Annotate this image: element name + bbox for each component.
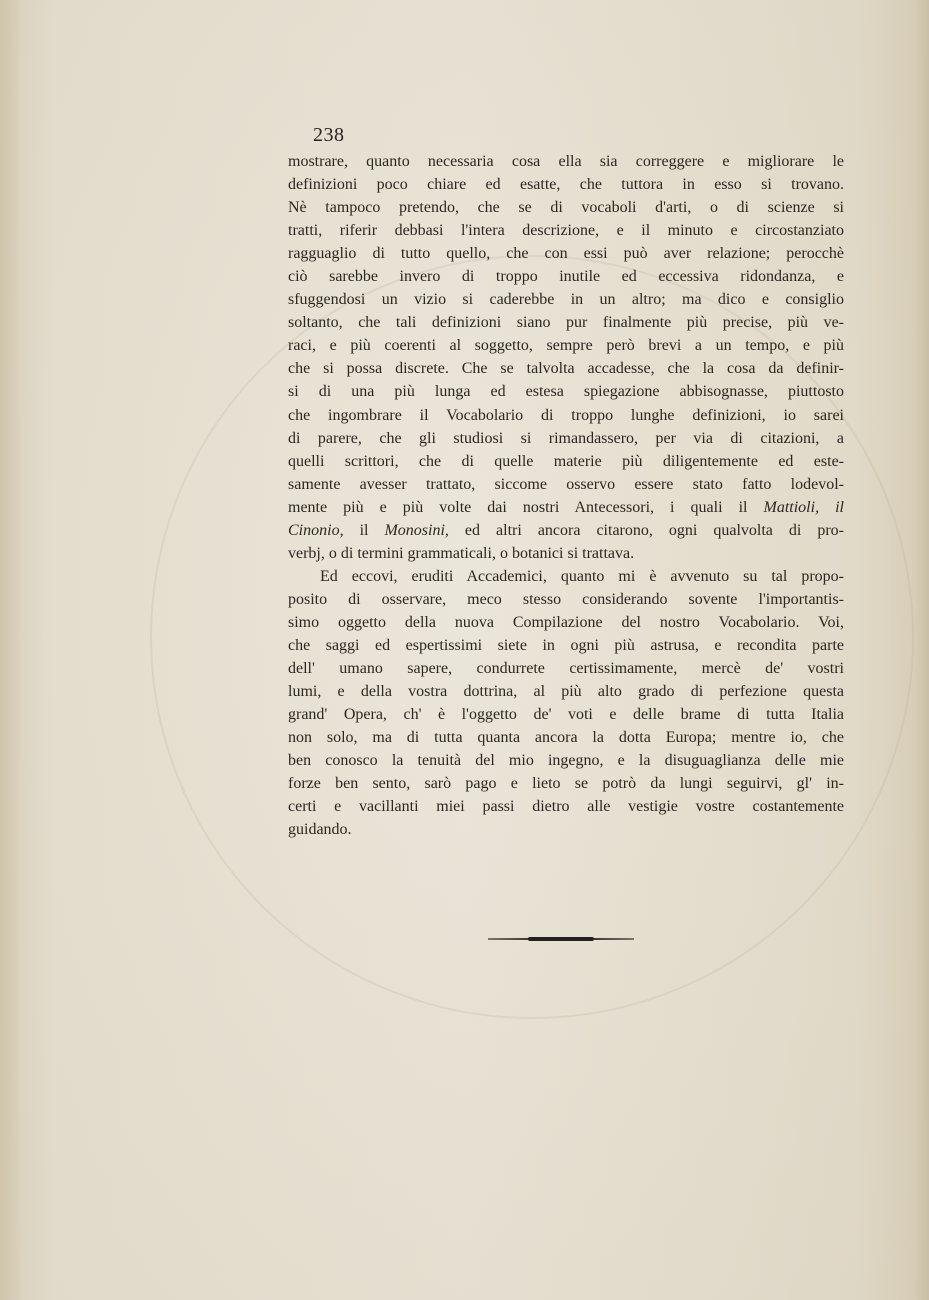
text-line: guidando. xyxy=(288,821,352,839)
text-line: ciò sarebbe invero di troppo inutile ed eccessiva ridondanza, e xyxy=(288,268,844,286)
text-line: forze ben sento, sarò pago e lieto se potrò da lungi seguirvi, gl' in- xyxy=(288,775,844,793)
italic-name: Monosini xyxy=(384,521,445,539)
page-right-edge xyxy=(915,0,929,1300)
text-line: sfuggendosi un vizio si caderebbe in un altro; ma dico e consiglio xyxy=(288,291,844,309)
text-line: che saggi ed espertissimi siete in ogni più astrusa, e recondita parte xyxy=(288,636,844,654)
text-run: il xyxy=(343,521,385,539)
text-line: samente avesser trattato, siccome osservo essere stato fatto lodevol- xyxy=(288,475,844,493)
text-run: mente più e più volte dai nostri Antecessori, i quali il xyxy=(288,498,764,516)
text-line: Nè tampoco pretendo, che se di vocaboli d'arti, o di scienze si xyxy=(288,199,844,217)
text-line: grand' Opera, ch' è l'oggetto de' voti e delle brame di tutta Italia xyxy=(288,706,844,724)
text-line: che si possa discrete. Che se talvolta accadesse, che la cosa da definir- xyxy=(288,360,844,378)
text-line: ben conosco la tenuità del mio ingegno, e la disuguaglianza delle mie xyxy=(288,752,844,770)
text-line: si di una più lunga ed estesa spiegazione abbisognasse, piuttosto xyxy=(288,383,844,401)
text-line: Ed eccovi, eruditi Accademici, quanto mi è avvenuto su tal propo- xyxy=(320,567,844,585)
text-line: quelli scrittori, che di quelle materie più diligentemente ed este- xyxy=(288,452,844,470)
text-line: dell' umano sapere, condurrete certissimamente, mercè de' vostri xyxy=(288,660,844,678)
text-line: ragguaglio di tutto quello, che con essi può aver relazione; perocchè xyxy=(288,245,844,263)
text-line: posito di osservare, meco stesso considerando sovente l'importantis- xyxy=(288,590,844,608)
text-line xyxy=(288,519,844,542)
text-line: che ingombrare il Vocabolario di troppo lunghe definizioni, io sarei xyxy=(288,406,844,424)
text-line xyxy=(288,496,844,519)
end-rule-ornament xyxy=(488,938,634,940)
text-line: non solo, ma di tutta quanta ancora la dotta Europa; mentre io, che xyxy=(288,729,844,747)
text-line: soltanto, che tali definizioni siano pur finalmente più precise, più ve- xyxy=(288,314,844,332)
text-line: mostrare, quanto necessaria cosa ella sia correggere e migliorare le xyxy=(288,153,844,170)
italic-name: Cinonio, xyxy=(288,521,344,539)
page-number: 238 xyxy=(313,124,345,146)
text-line: definizioni poco chiare ed esatte, che tuttora in esso si trovano. xyxy=(288,176,844,194)
text-line: di parere, che gli studiosi si rimandassero, per via di citazioni, a xyxy=(288,429,844,447)
text-run: , ed altri ancora citarono, ogni qualvolta di pro- xyxy=(444,521,844,539)
text-line: simo oggetto della nuova Compilazione del nostro Vocabolario. Voi, xyxy=(288,613,844,631)
text-line: raci, e più coerenti al soggetto, sempre però brevi a un tempo, e più xyxy=(288,337,844,355)
text-line: verbj, o di termini grammaticali, o botanici si trattava. xyxy=(288,544,635,562)
text-line: certi e vacillanti miei passi dietro alle vestigie vostre costantemente xyxy=(288,798,844,816)
text-line: lumi, e della vostra dottrina, al più alto grado di perfezione questa xyxy=(288,683,844,701)
page-left-edge xyxy=(0,0,22,1300)
text-line: tratti, riferir debbasi l'intera descrizione, e il minuto e circostanziato xyxy=(288,222,844,240)
italic-name: Mattioli, il xyxy=(763,498,845,516)
body-text xyxy=(288,150,844,841)
